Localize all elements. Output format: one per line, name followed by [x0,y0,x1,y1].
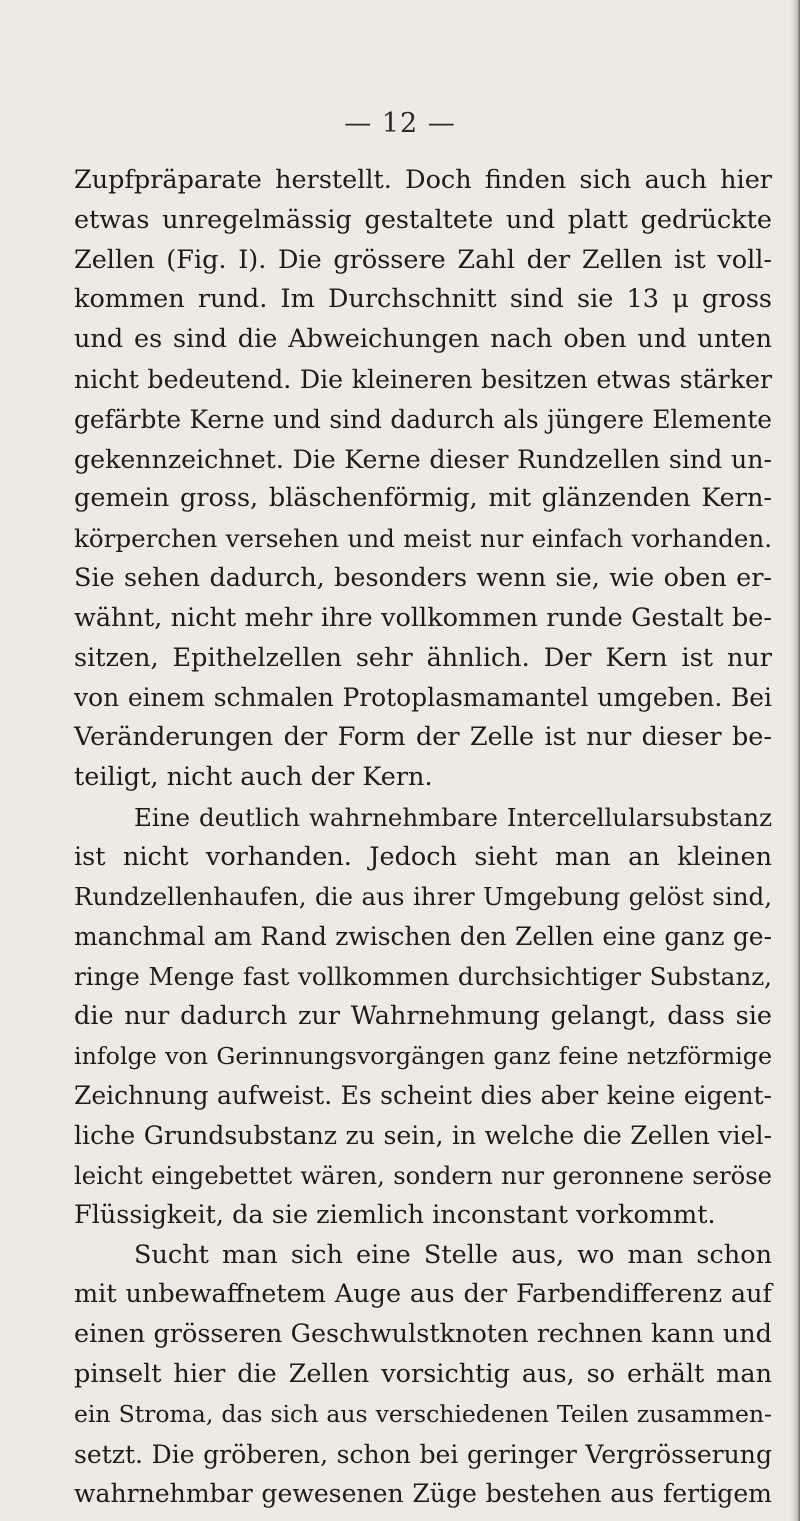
text-line: nicht bedeutend. Die kleineren besitzen etwas stärker [74,364,772,394]
text-line: sitzen, Epithelzellen sehr ähnlich. Der Kern ist nur [74,642,772,673]
text-line: liche Grundsubstanz zu sein, in welche die Zellen viel- [74,1121,772,1151]
text-line: manchmal am Rand zwischen den Zellen eine ganz ge- [74,922,772,952]
text-line: gefärbte Kerne und sind dadurch als jüngere Elemente [74,404,772,434]
text-line: und es sind die Abweichungen nach oben und unten [74,324,772,355]
text-line: ist nicht vorhanden. Jedoch sieht man an kleinen [74,841,772,872]
text-line: infolge von Gerinnungsvorgängen ganz feine netzförmige [74,1041,772,1070]
text-line: pinselt hier die Zellen vorsichtig aus, so erhält man [74,1358,772,1389]
text-line: einen grösseren Geschwulstknoten rechnen kann und [74,1319,772,1350]
text-line: setzt. Die gröberen, schon bei geringer Vergrösserung [74,1439,772,1469]
text-line: Flüssigkeit, da sie ziemlich inconstant vorkommt. [74,1199,716,1230]
text-line: Zeichnung aufweist. Es scheint dies aber keine eigent- [74,1081,772,1111]
text-line: von einem schmalen Protoplasmamantel umgeben. Bei [74,683,772,713]
text-line: Sie sehen dadurch, besonders wenn sie, wie oben er- [74,562,772,593]
text-line: kommen rund. Im Durchschnitt sind sie 13 μ gross [74,284,772,315]
text-line: die nur dadurch zur Wahrnehmung gelangt, dass sie [74,1000,772,1031]
page-number: — 12 — [344,108,456,139]
text-line: mit unbewaffnetem Auge aus der Farbendifferenz auf [74,1279,772,1310]
text-line: Veränderungen der Form der Zelle ist nur dieser be- [74,722,772,753]
text-line: wahrnehmbar gewesenen Züge bestehen aus fertigem [74,1479,772,1509]
text-line: Rundzellenhaufen, die aus ihrer Umgebung gelöst sind, [74,882,772,912]
body-text [74,161,772,1514]
text-line: wähnt, nicht mehr ihre vollkommen runde Gestalt be- [74,602,772,633]
text-line: Zellen (Fig. I). Die grössere Zahl der Zellen ist voll- [74,244,772,275]
page-edge-shadow [790,0,800,1521]
text-line: gemein gross, bläschenförmig, mit glänzenden Kern- [74,483,772,514]
text-line: etwas unregelmässig gestaltete und platt gedrückte [74,204,772,235]
text-line: teiligt, nicht auch der Kern. [74,761,433,792]
text-line: gekennzeichnet. Die Kerne dieser Rundzellen sind un- [74,444,772,474]
text-line: Eine deutlich wahrnehmbare Intercellularsubstanz [134,802,772,832]
text-line: Sucht man sich eine Stelle aus, wo man schon [134,1239,772,1270]
text-line: Zupfpräparate herstellt. Doch finden sich auch hier [74,165,772,195]
text-line: ein Stroma, das sich aus verschiedenen Teilen zusammen- [74,1399,772,1428]
text-line: körperchen versehen und meist nur einfach vorhanden. [74,524,772,554]
text-line: leicht eingebettet wären, sondern nur geronnene seröse [74,1160,772,1190]
text-line: ringe Menge fast vollkommen durchsichtiger Substanz, [74,961,772,991]
